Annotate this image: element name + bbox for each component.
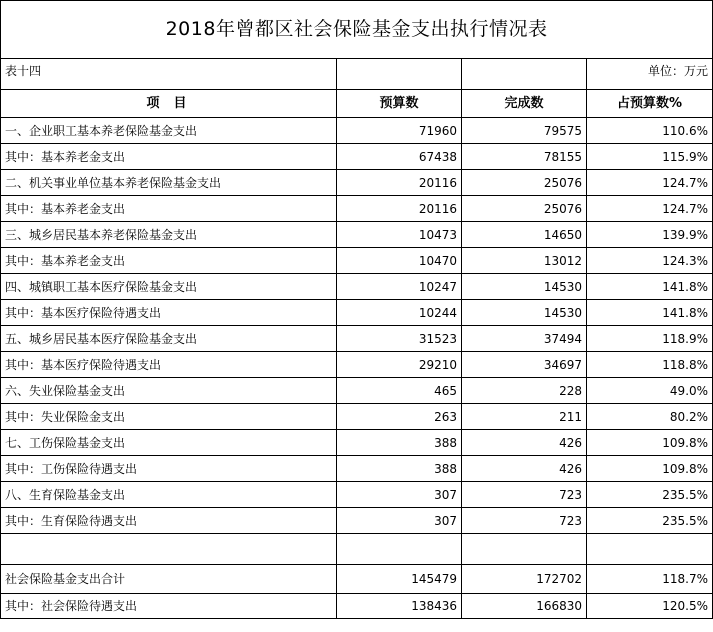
table-row bbox=[1, 482, 713, 508]
row-label: 其中：基本医疗保险待遇支出 bbox=[1, 300, 337, 326]
total-sub-budget: 138436 bbox=[337, 594, 462, 619]
row-actual: 14530 bbox=[462, 300, 587, 326]
row-ratio: 235.5% bbox=[587, 482, 713, 508]
row-ratio: 124.3% bbox=[587, 248, 713, 274]
row-label: 其中：基本养老金支出 bbox=[1, 196, 337, 222]
row-budget: 67438 bbox=[337, 144, 462, 170]
row-actual: 211 bbox=[462, 404, 587, 430]
table-row bbox=[1, 326, 713, 352]
row-budget: 10247 bbox=[337, 274, 462, 300]
blank-cell bbox=[1, 534, 337, 565]
data-rows bbox=[1, 118, 713, 534]
table-row bbox=[1, 430, 713, 456]
row-budget: 20116 bbox=[337, 170, 462, 196]
table-row bbox=[1, 404, 713, 430]
row-ratio: 124.7% bbox=[587, 170, 713, 196]
row-label: 二、机关事业单位基本养老保险基金支出 bbox=[1, 170, 337, 196]
row-ratio: 235.5% bbox=[587, 508, 713, 534]
row-budget: 20116 bbox=[337, 196, 462, 222]
row-budget: 10473 bbox=[337, 222, 462, 248]
row-actual: 14530 bbox=[462, 274, 587, 300]
row-label: 一、企业职工基本养老保险基金支出 bbox=[1, 118, 337, 144]
row-actual: 723 bbox=[462, 482, 587, 508]
row-budget: 71960 bbox=[337, 118, 462, 144]
total-section bbox=[1, 534, 713, 619]
row-actual: 723 bbox=[462, 508, 587, 534]
total-label: 社会保险基金支出合计 bbox=[1, 565, 337, 594]
table-row bbox=[1, 222, 713, 248]
table-row bbox=[1, 144, 713, 170]
row-label: 七、工伤保险基金支出 bbox=[1, 430, 337, 456]
row-label: 其中：基本医疗保险待遇支出 bbox=[1, 352, 337, 378]
row-label: 其中：基本养老金支出 bbox=[1, 248, 337, 274]
row-budget: 388 bbox=[337, 430, 462, 456]
table-row bbox=[1, 300, 713, 326]
row-ratio: 109.8% bbox=[587, 430, 713, 456]
table-number: 表十四 bbox=[1, 59, 337, 90]
table-row bbox=[1, 196, 713, 222]
row-budget: 263 bbox=[337, 404, 462, 430]
total-sub-label: 其中：社会保险待遇支出 bbox=[1, 594, 337, 619]
title-row bbox=[1, 1, 713, 59]
row-ratio: 124.7% bbox=[587, 196, 713, 222]
table-row bbox=[1, 248, 713, 274]
header-row bbox=[1, 90, 713, 118]
meta-empty-cell bbox=[337, 59, 462, 90]
total-sub-ratio: 120.5% bbox=[587, 594, 713, 619]
row-budget: 31523 bbox=[337, 326, 462, 352]
total-sub-actual: 166830 bbox=[462, 594, 587, 619]
header-ratio: 占预算数% bbox=[587, 90, 713, 118]
row-actual: 79575 bbox=[462, 118, 587, 144]
row-budget: 307 bbox=[337, 508, 462, 534]
row-ratio: 109.8% bbox=[587, 456, 713, 482]
total-actual: 172702 bbox=[462, 565, 587, 594]
table-row bbox=[1, 352, 713, 378]
row-actual: 14650 bbox=[462, 222, 587, 248]
table-body bbox=[1, 1, 713, 118]
row-ratio: 110.6% bbox=[587, 118, 713, 144]
row-actual: 426 bbox=[462, 456, 587, 482]
table-row bbox=[1, 378, 713, 404]
meta-row bbox=[1, 59, 713, 90]
total-row bbox=[1, 565, 713, 594]
row-ratio: 49.0% bbox=[587, 378, 713, 404]
row-label: 三、城乡居民基本养老保险基金支出 bbox=[1, 222, 337, 248]
row-label: 其中：工伤保险待遇支出 bbox=[1, 456, 337, 482]
row-actual: 25076 bbox=[462, 196, 587, 222]
row-ratio: 141.8% bbox=[587, 274, 713, 300]
row-budget: 29210 bbox=[337, 352, 462, 378]
total-sub-row bbox=[1, 594, 713, 619]
row-label: 八、生育保险基金支出 bbox=[1, 482, 337, 508]
unit-label: 单位：万元 bbox=[587, 59, 713, 90]
row-budget: 388 bbox=[337, 456, 462, 482]
row-label: 六、失业保险基金支出 bbox=[1, 378, 337, 404]
total-budget: 145479 bbox=[337, 565, 462, 594]
row-ratio: 118.9% bbox=[587, 326, 713, 352]
row-label: 四、城镇职工基本医疗保险基金支出 bbox=[1, 274, 337, 300]
row-actual: 426 bbox=[462, 430, 587, 456]
row-ratio: 115.9% bbox=[587, 144, 713, 170]
total-ratio: 118.7% bbox=[587, 565, 713, 594]
blank-cell bbox=[337, 534, 462, 565]
row-label: 其中：生育保险待遇支出 bbox=[1, 508, 337, 534]
header-item: 项目 bbox=[1, 90, 337, 118]
row-actual: 25076 bbox=[462, 170, 587, 196]
row-budget: 307 bbox=[337, 482, 462, 508]
row-budget: 465 bbox=[337, 378, 462, 404]
meta-empty-cell bbox=[462, 59, 587, 90]
row-ratio: 141.8% bbox=[587, 300, 713, 326]
header-actual: 完成数 bbox=[462, 90, 587, 118]
table-row bbox=[1, 508, 713, 534]
table-row bbox=[1, 456, 713, 482]
table-row bbox=[1, 170, 713, 196]
table-row bbox=[1, 274, 713, 300]
header-budget: 预算数 bbox=[337, 90, 462, 118]
row-ratio: 139.9% bbox=[587, 222, 713, 248]
row-actual: 34697 bbox=[462, 352, 587, 378]
blank-cell bbox=[587, 534, 713, 565]
row-label: 其中：失业保险金支出 bbox=[1, 404, 337, 430]
page-title: 2018年曾都区社会保险基金支出执行情况表 bbox=[1, 1, 713, 59]
row-ratio: 80.2% bbox=[587, 404, 713, 430]
row-ratio: 118.8% bbox=[587, 352, 713, 378]
blank-row bbox=[1, 534, 713, 565]
row-actual: 228 bbox=[462, 378, 587, 404]
row-label: 其中：基本养老金支出 bbox=[1, 144, 337, 170]
row-actual: 37494 bbox=[462, 326, 587, 352]
row-budget: 10470 bbox=[337, 248, 462, 274]
row-actual: 78155 bbox=[462, 144, 587, 170]
row-budget: 10244 bbox=[337, 300, 462, 326]
row-actual: 13012 bbox=[462, 248, 587, 274]
row-label: 五、城乡居民基本医疗保险基金支出 bbox=[1, 326, 337, 352]
blank-cell bbox=[462, 534, 587, 565]
table-row bbox=[1, 118, 713, 144]
